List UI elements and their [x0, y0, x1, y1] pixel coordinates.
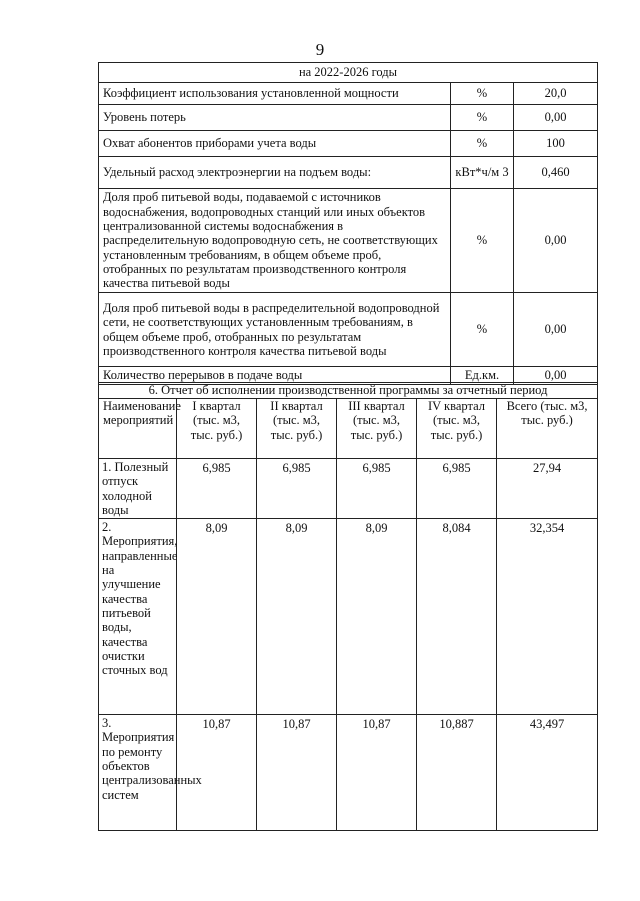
- indicator-label: Охват абонентов приборами учета воды: [99, 131, 451, 157]
- indicator-value: 0,00: [514, 367, 598, 385]
- q3-value: 8,09: [337, 519, 417, 715]
- indicator-label: Удельный расход электроэнергии на подъем воды:: [99, 157, 451, 189]
- indicator-value: 0,460: [514, 157, 598, 189]
- indicator-row: [99, 293, 598, 367]
- indicator-row: [99, 83, 598, 105]
- activity-name: 1. Полезный отпуск холодной воды: [99, 459, 177, 519]
- indicator-label: Доля проб питьевой воды, подаваемой с источников водоснабжения, водопроводных станций или иных объектов централизованной системы водоснабжения в распределительную водопроводную сеть, не соответствующих установленным требованиям, в общем объеме проб, отобранных по результатам производственного контроля качества питьевой воды: [99, 189, 451, 293]
- indicator-row: [99, 131, 598, 157]
- header-q2: II квартал (тыс. м3, тыс. руб.): [257, 399, 337, 459]
- activity-name: 3. Мероприятия по ремонту объектов централизованных систем: [99, 715, 177, 831]
- indicator-row: [99, 105, 598, 131]
- report-row: [99, 519, 598, 715]
- q2-value: 6,985: [257, 459, 337, 519]
- indicator-value: 100: [514, 131, 598, 157]
- indicator-unit: Ед.км.: [451, 367, 514, 385]
- report-table: [98, 382, 598, 831]
- indicator-unit: %: [451, 293, 514, 367]
- q3-value: 10,87: [337, 715, 417, 831]
- indicator-value: 0,00: [514, 105, 598, 131]
- header-q4: IV квартал (тыс. м3, тыс. руб.): [417, 399, 497, 459]
- report-row: [99, 459, 598, 519]
- activity-name: 2. Мероприятия, направленные на улучшение качества питьевой воды, качества очистки сточных вод: [99, 519, 177, 715]
- q4-value: 6,985: [417, 459, 497, 519]
- indicator-unit: %: [451, 189, 514, 293]
- total-value: 27,94: [497, 459, 598, 519]
- indicator-label: Количество перерывов в подаче воды: [99, 367, 451, 385]
- header-q1: I квартал (тыс. м3, тыс. руб.): [177, 399, 257, 459]
- indicator-unit: %: [451, 131, 514, 157]
- period-header: на 2022-2026 годы: [99, 63, 598, 83]
- header-q3: III квартал (тыс. м3, тыс. руб.): [337, 399, 417, 459]
- report-header-row: [99, 399, 598, 459]
- report-title: 6. Отчет об исполнении производственной программы за отчетный период: [99, 383, 598, 399]
- q2-value: 10,87: [257, 715, 337, 831]
- q1-value: 8,09: [177, 519, 257, 715]
- indicator-value: 20,0: [514, 83, 598, 105]
- header-total: Всего (тыс. м3, тыс. руб.): [497, 399, 598, 459]
- total-value: 43,497: [497, 715, 598, 831]
- q2-value: 8,09: [257, 519, 337, 715]
- page-number: 9: [315, 40, 325, 59]
- q3-value: 6,985: [337, 459, 417, 519]
- indicators-table: [98, 62, 598, 385]
- indicator-row: [99, 157, 598, 189]
- indicator-label: Доля проб питьевой воды в распределительной водопроводной сети, не соответствующих установленным требованиям, в общем объеме проб, отобранных по результатам производственного контроля качества питьевой воды: [99, 293, 451, 367]
- q4-value: 8,084: [417, 519, 497, 715]
- report-row: [99, 715, 598, 831]
- indicator-row: [99, 189, 598, 293]
- indicator-value: 0,00: [514, 189, 598, 293]
- indicator-value: 0,00: [514, 293, 598, 367]
- total-value: 32,354: [497, 519, 598, 715]
- indicator-unit: %: [451, 83, 514, 105]
- indicator-unit: кВт*ч/м 3: [451, 157, 514, 189]
- q1-value: 6,985: [177, 459, 257, 519]
- indicator-unit: %: [451, 105, 514, 131]
- indicator-label: Уровень потерь: [99, 105, 451, 131]
- indicator-label: Коэффициент использования установленной мощности: [99, 83, 451, 105]
- q4-value: 10,887: [417, 715, 497, 831]
- header-name: Наименование мероприятий: [99, 399, 177, 459]
- q1-value: 10,87: [177, 715, 257, 831]
